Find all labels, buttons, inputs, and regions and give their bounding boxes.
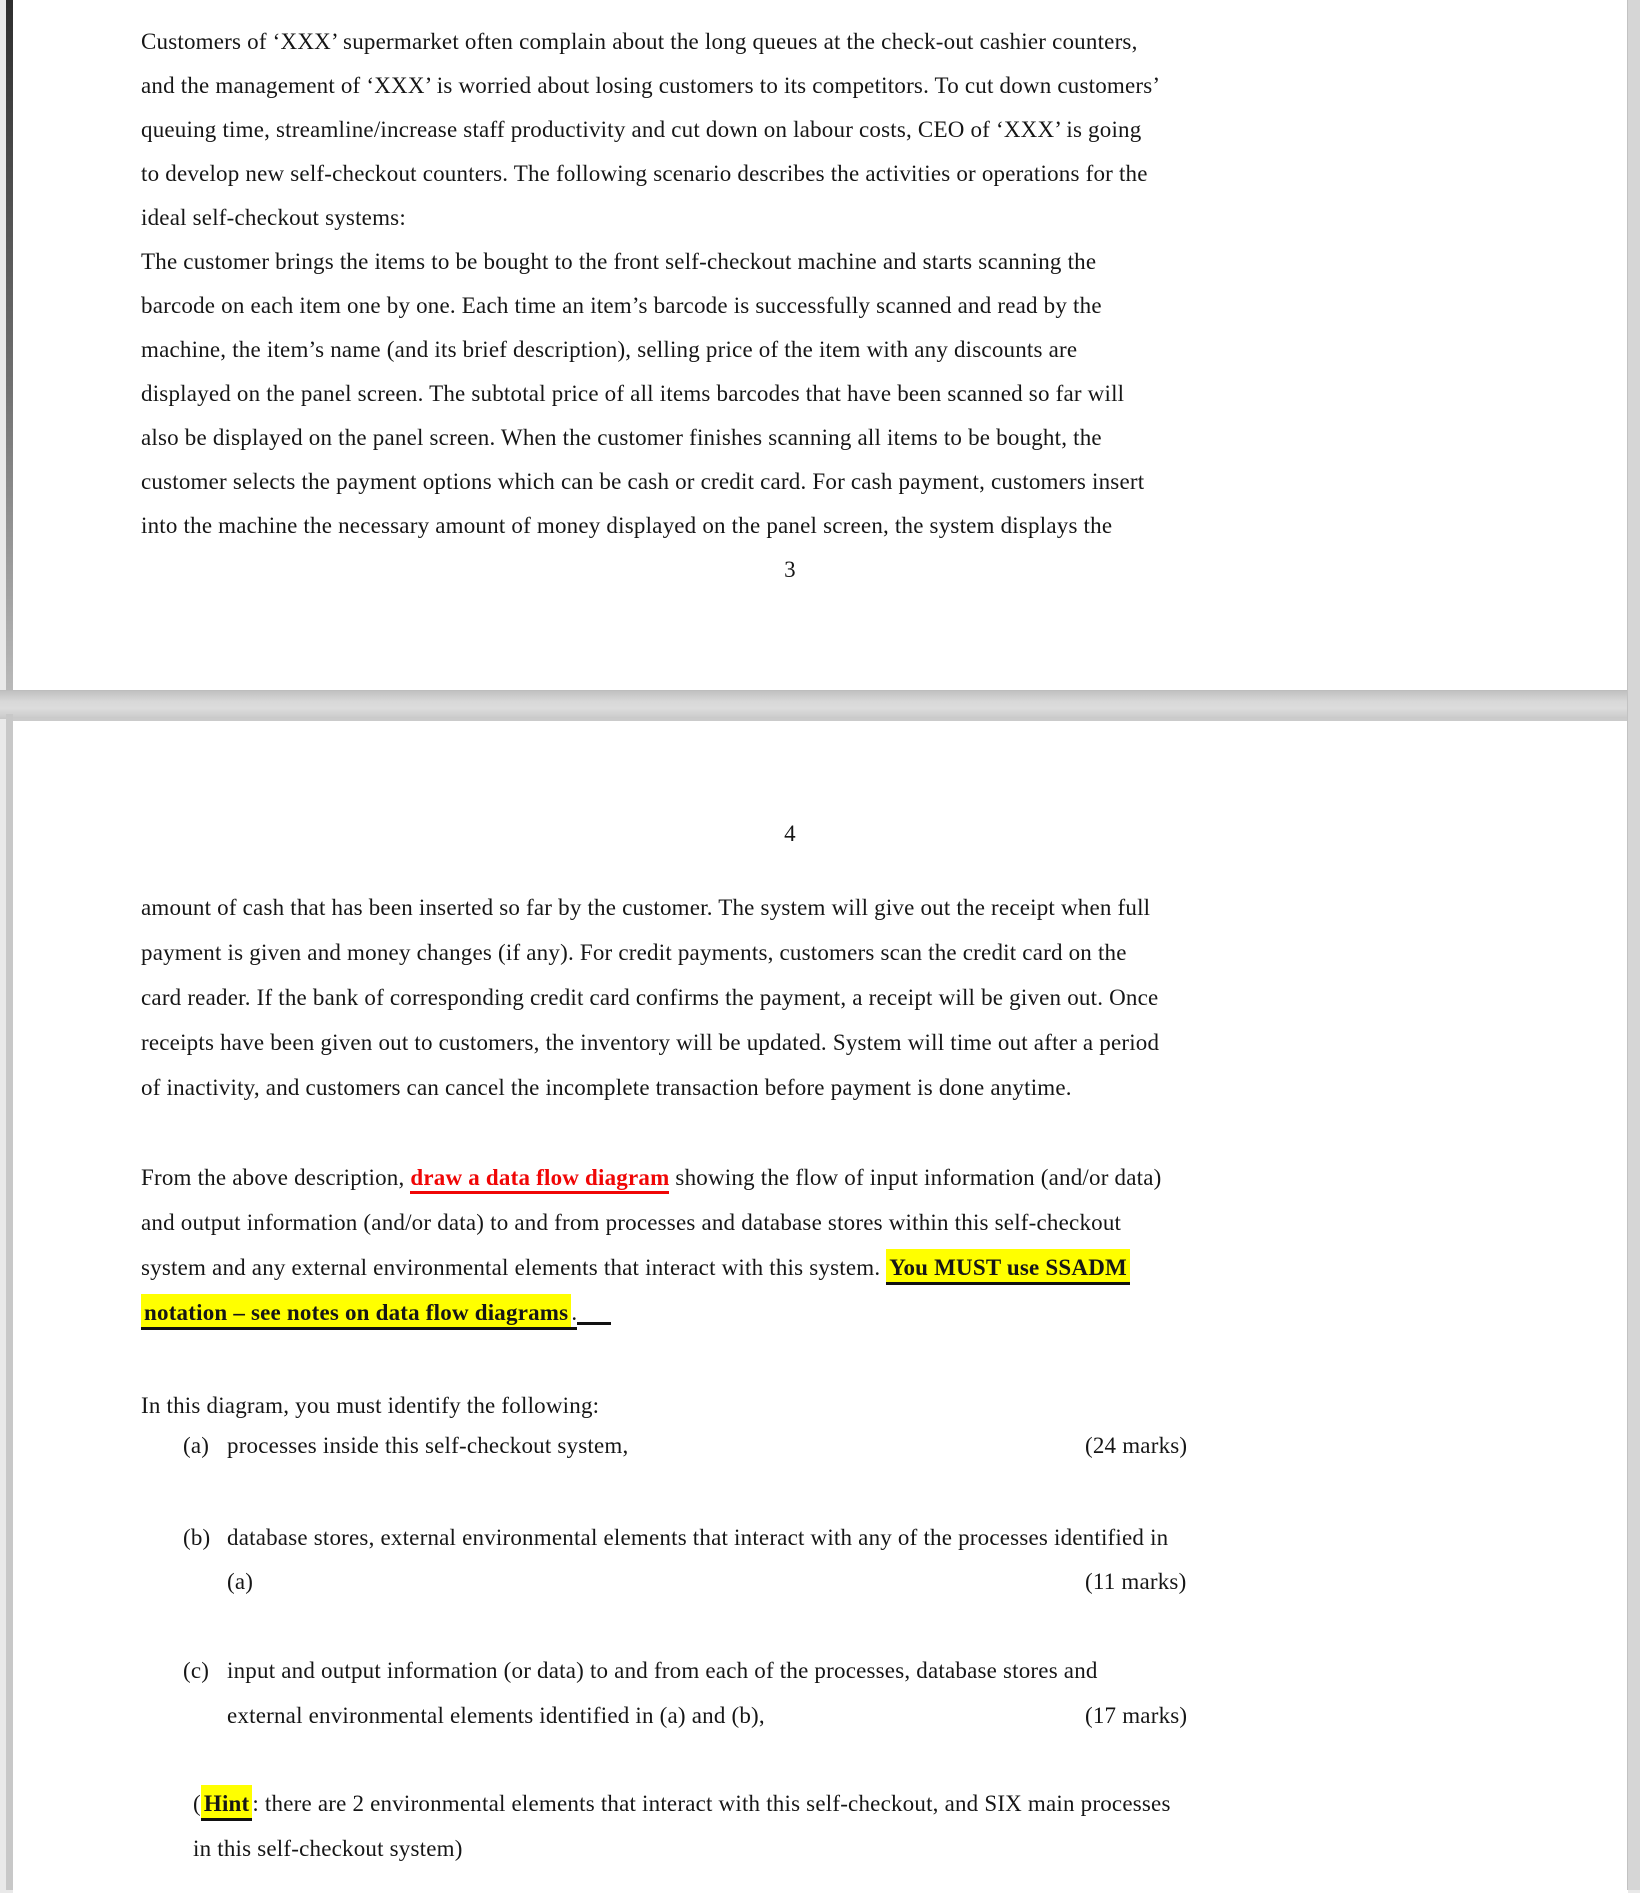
list-item-marker: (b) xyxy=(183,1525,211,1550)
list-item-text: input and output information (or data) to and from each of the processes, database stores and xyxy=(227,1658,1098,1683)
text-line xyxy=(141,1156,1162,1200)
page-gap xyxy=(0,690,1640,719)
list-item-text: (a) xyxy=(227,1569,254,1594)
text-line: and output information (and/or data) to and from processes and database stores within this self-checkout xyxy=(141,1210,1122,1235)
text-run: : there are 2 environmental elements that interact with this self-checkout, and SIX main processes xyxy=(252,1791,1171,1816)
text-line: payment is given and money changes (if any). For credit payments, customers scan the credit card on the xyxy=(141,940,1127,965)
text-run: showing the flow of input information (and/or data) xyxy=(669,1165,1162,1190)
text-line: to develop new self-checkout counters. The following scenario describes the activities or operations for the xyxy=(141,161,1148,186)
hint-line xyxy=(193,1782,1171,1826)
text-line: card reader. If the bank of corresponding credit card confirms the payment, a receipt will be given out. Once xyxy=(141,985,1159,1010)
text-line: receipts have been given out to customers, the inventory will be updated. System will time out after a period xyxy=(141,1030,1160,1055)
text-line xyxy=(141,1246,1130,1290)
list-item-marker: (a) xyxy=(183,1433,210,1458)
text-line: also be displayed on the panel screen. When the customer finishes scanning all items to be bought, the xyxy=(141,425,1102,450)
text-run: From the above description, xyxy=(141,1165,411,1190)
text-run: system and any external environmental elements that interact with this system. xyxy=(141,1255,887,1280)
underline-trail xyxy=(577,1302,611,1325)
list-item-text: database stores, external environmental elements that interact with any of the processes identified in xyxy=(227,1525,1169,1550)
text-line: machine, the item’s name (and its brief description), selling price of the item with any discounts are xyxy=(141,337,1078,362)
page-number: 4 xyxy=(784,821,796,846)
text-line: into the machine the necessary amount of money displayed on the panel screen, the system displays the xyxy=(141,513,1113,538)
text-line: The customer brings the items to be bought to the front self-checkout machine and starts scanning the xyxy=(141,249,1097,274)
text-line: In this diagram, you must identify the following: xyxy=(141,1393,600,1418)
text-line: queuing time, streamline/increase staff productivity and cut down on labour costs, CEO of ‘XXX’ is going xyxy=(141,117,1142,142)
text-line: and the management of ‘XXX’ is worried about losing customers to its competitors. To cut down customers’ xyxy=(141,73,1161,98)
red-emphasis-text: draw a data flow diagram xyxy=(410,1165,669,1194)
list-item-marker: (c) xyxy=(183,1658,210,1683)
marks-label: (11 marks) xyxy=(1085,1569,1187,1594)
text-line: Customers of ‘XXX’ supermarket often complain about the long queues at the check-out cashier counters, xyxy=(141,29,1138,54)
page-4-left-edge xyxy=(6,714,13,1890)
text-line xyxy=(141,1291,611,1335)
text-line: customer selects the payment options which can be cash or credit card. For cash payment, customers insert xyxy=(141,469,1145,494)
right-edge-strip xyxy=(1627,0,1640,1890)
marks-label: (17 marks) xyxy=(1085,1703,1188,1728)
text-line: barcode on each item one by one. Each time an item’s barcode is successfully scanned and read by the xyxy=(141,293,1102,318)
text-line: displayed on the panel screen. The subtotal price of all items barcodes that have been scanned so far will xyxy=(141,381,1125,406)
page-number: 3 xyxy=(784,557,796,582)
underlined-period: . xyxy=(571,1300,577,1330)
text-run: ( xyxy=(193,1791,201,1816)
highlighted-text: You MUST use SSADM xyxy=(886,1249,1130,1285)
text-line: amount of cash that has been inserted so far by the customer. The system will give out the receipt when full xyxy=(141,895,1151,920)
hint-line: in this self-checkout system) xyxy=(193,1836,463,1861)
text-line: of inactivity, and customers can cancel the incomplete transaction before payment is done anytime. xyxy=(141,1075,1072,1100)
highlighted-text: notation – see notes on data flow diagrams xyxy=(141,1294,571,1330)
text-line: ideal self-checkout systems: xyxy=(141,205,406,230)
marks-label: (24 marks) xyxy=(1085,1433,1188,1458)
highlighted-hint-word: Hint xyxy=(201,1785,253,1821)
list-item-text: processes inside this self-checkout system, xyxy=(227,1433,629,1458)
list-item-text: external environmental elements identified in (a) and (b), xyxy=(227,1703,765,1728)
